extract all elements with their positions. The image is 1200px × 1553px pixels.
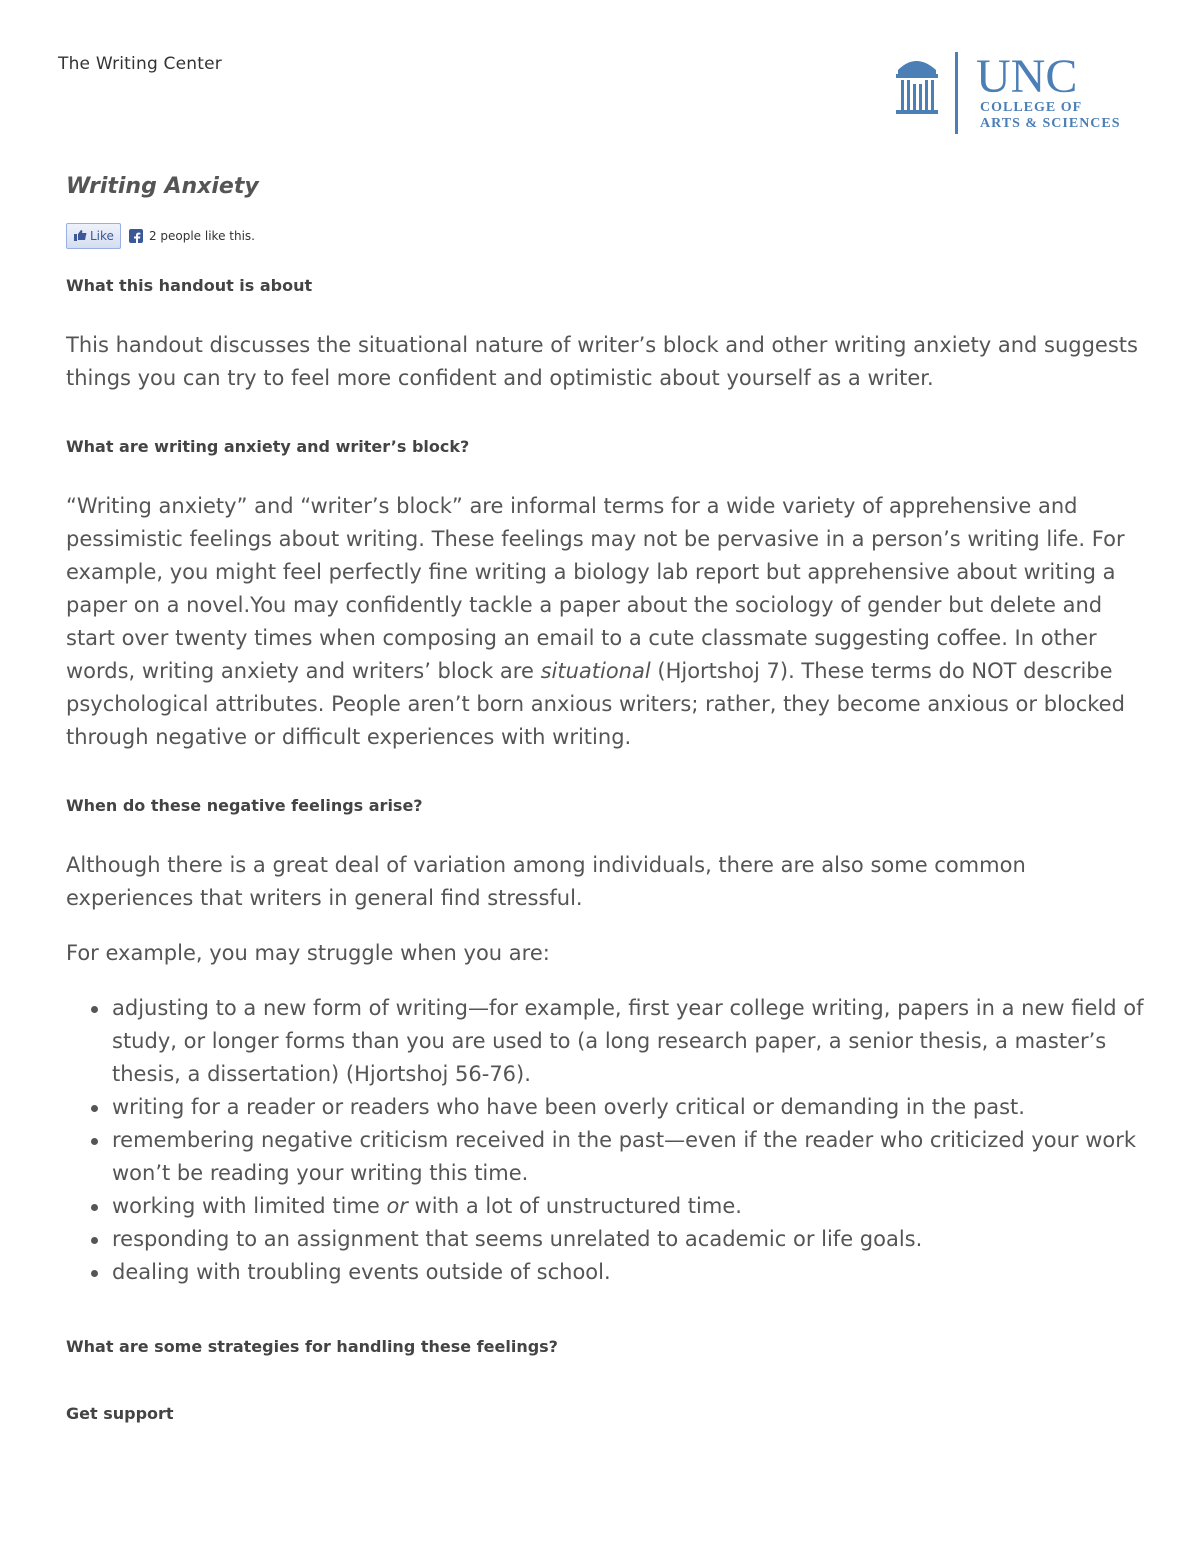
svg-text:COLLEGE OF: COLLEGE OF: [980, 100, 1083, 115]
svg-text:UNC: UNC: [976, 50, 1078, 103]
section-heading-about: What this handout is about: [66, 276, 313, 295]
like-count: 2 people like this.: [148, 229, 255, 243]
list-item: [112, 1190, 1156, 1223]
section-heading-when: When do these negative feelings arise?: [66, 796, 423, 815]
subheading-get-support: Get support: [66, 1404, 174, 1423]
like-button-label: Like: [90, 229, 114, 243]
list-item-text: working with limited time: [112, 1194, 387, 1218]
struggle-list: [66, 992, 1156, 1289]
list-item: adjusting to a new form of writing—for example, first year college writing, papers in a new field of study, or longer forms than you are used to (a long research paper, a senior thesis, a master’s thesis, a dissertation) (Hjortshoj 56-76).: [112, 992, 1156, 1091]
svg-text:ARTS & SCIENCES: ARTS & SCIENCES: [980, 116, 1121, 131]
thumbs-up-icon: [73, 229, 87, 244]
section-heading-strategies: What are some strategies for handling these feelings?: [66, 1337, 558, 1356]
when-paragraph-1: Although there is a great deal of variation among individuals, there are also some common experiences that writers in general find stressful.: [66, 853, 1026, 910]
old-well-icon: [892, 50, 1142, 136]
article: [66, 170, 1156, 1423]
like-button[interactable]: [66, 223, 121, 249]
facebook-icon: [129, 229, 143, 243]
list-item: writing for a reader or readers who have been overly critical or demanding in the past.: [112, 1091, 1156, 1124]
definition-paragraph: [66, 490, 1156, 754]
page-title: Writing Anxiety: [66, 174, 259, 199]
definition-text-2: (Hjortshoj 7). These terms do NOT describe psychological attributes. People aren’t born anxious writers; rather, they become anxious or blocked through negative or difficult experiences with writing.: [66, 659, 1125, 749]
site-name: The Writing Center: [58, 54, 222, 74]
list-item: dealing with troubling events outside of school.: [112, 1256, 1156, 1289]
unc-logo[interactable]: [892, 50, 1142, 136]
when-paragraph-2: For example, you may struggle when you are:: [66, 941, 550, 965]
list-item: remembering negative criticism received in the past—even if the reader who criticized your work won’t be reading your writing this time.: [112, 1124, 1156, 1190]
section-heading-definition: What are writing anxiety and writer’s block?: [66, 437, 470, 456]
definition-text-1: “Writing anxiety” and “writer’s block” are informal terms for a wide variety of apprehensive and pessimistic feelings about writing. These feelings may not be pervasive in a person’s writing life. For example, you might feel perfectly fine writing a biology lab report but apprehensive about writing a paper on a novel.You may confidently tackle a paper about the sociology of gender but delete and start over twenty times when composing an email to a cute classmate suggesting coffee. In other words, writing anxiety and writers’ block are: [66, 494, 1125, 683]
list-item-text: with a lot of unstructured time.: [407, 1194, 742, 1218]
definition-italic: situational: [540, 659, 651, 683]
like-bar: [66, 222, 1156, 250]
about-paragraph: This handout discusses the situational nature of writer’s block and other writing anxiety and suggests things you can try to feel more confident and optimistic about yourself as a writer.: [66, 333, 1138, 390]
list-item-italic: or: [386, 1194, 408, 1218]
list-item: responding to an assignment that seems unrelated to academic or life goals.: [112, 1223, 1156, 1256]
